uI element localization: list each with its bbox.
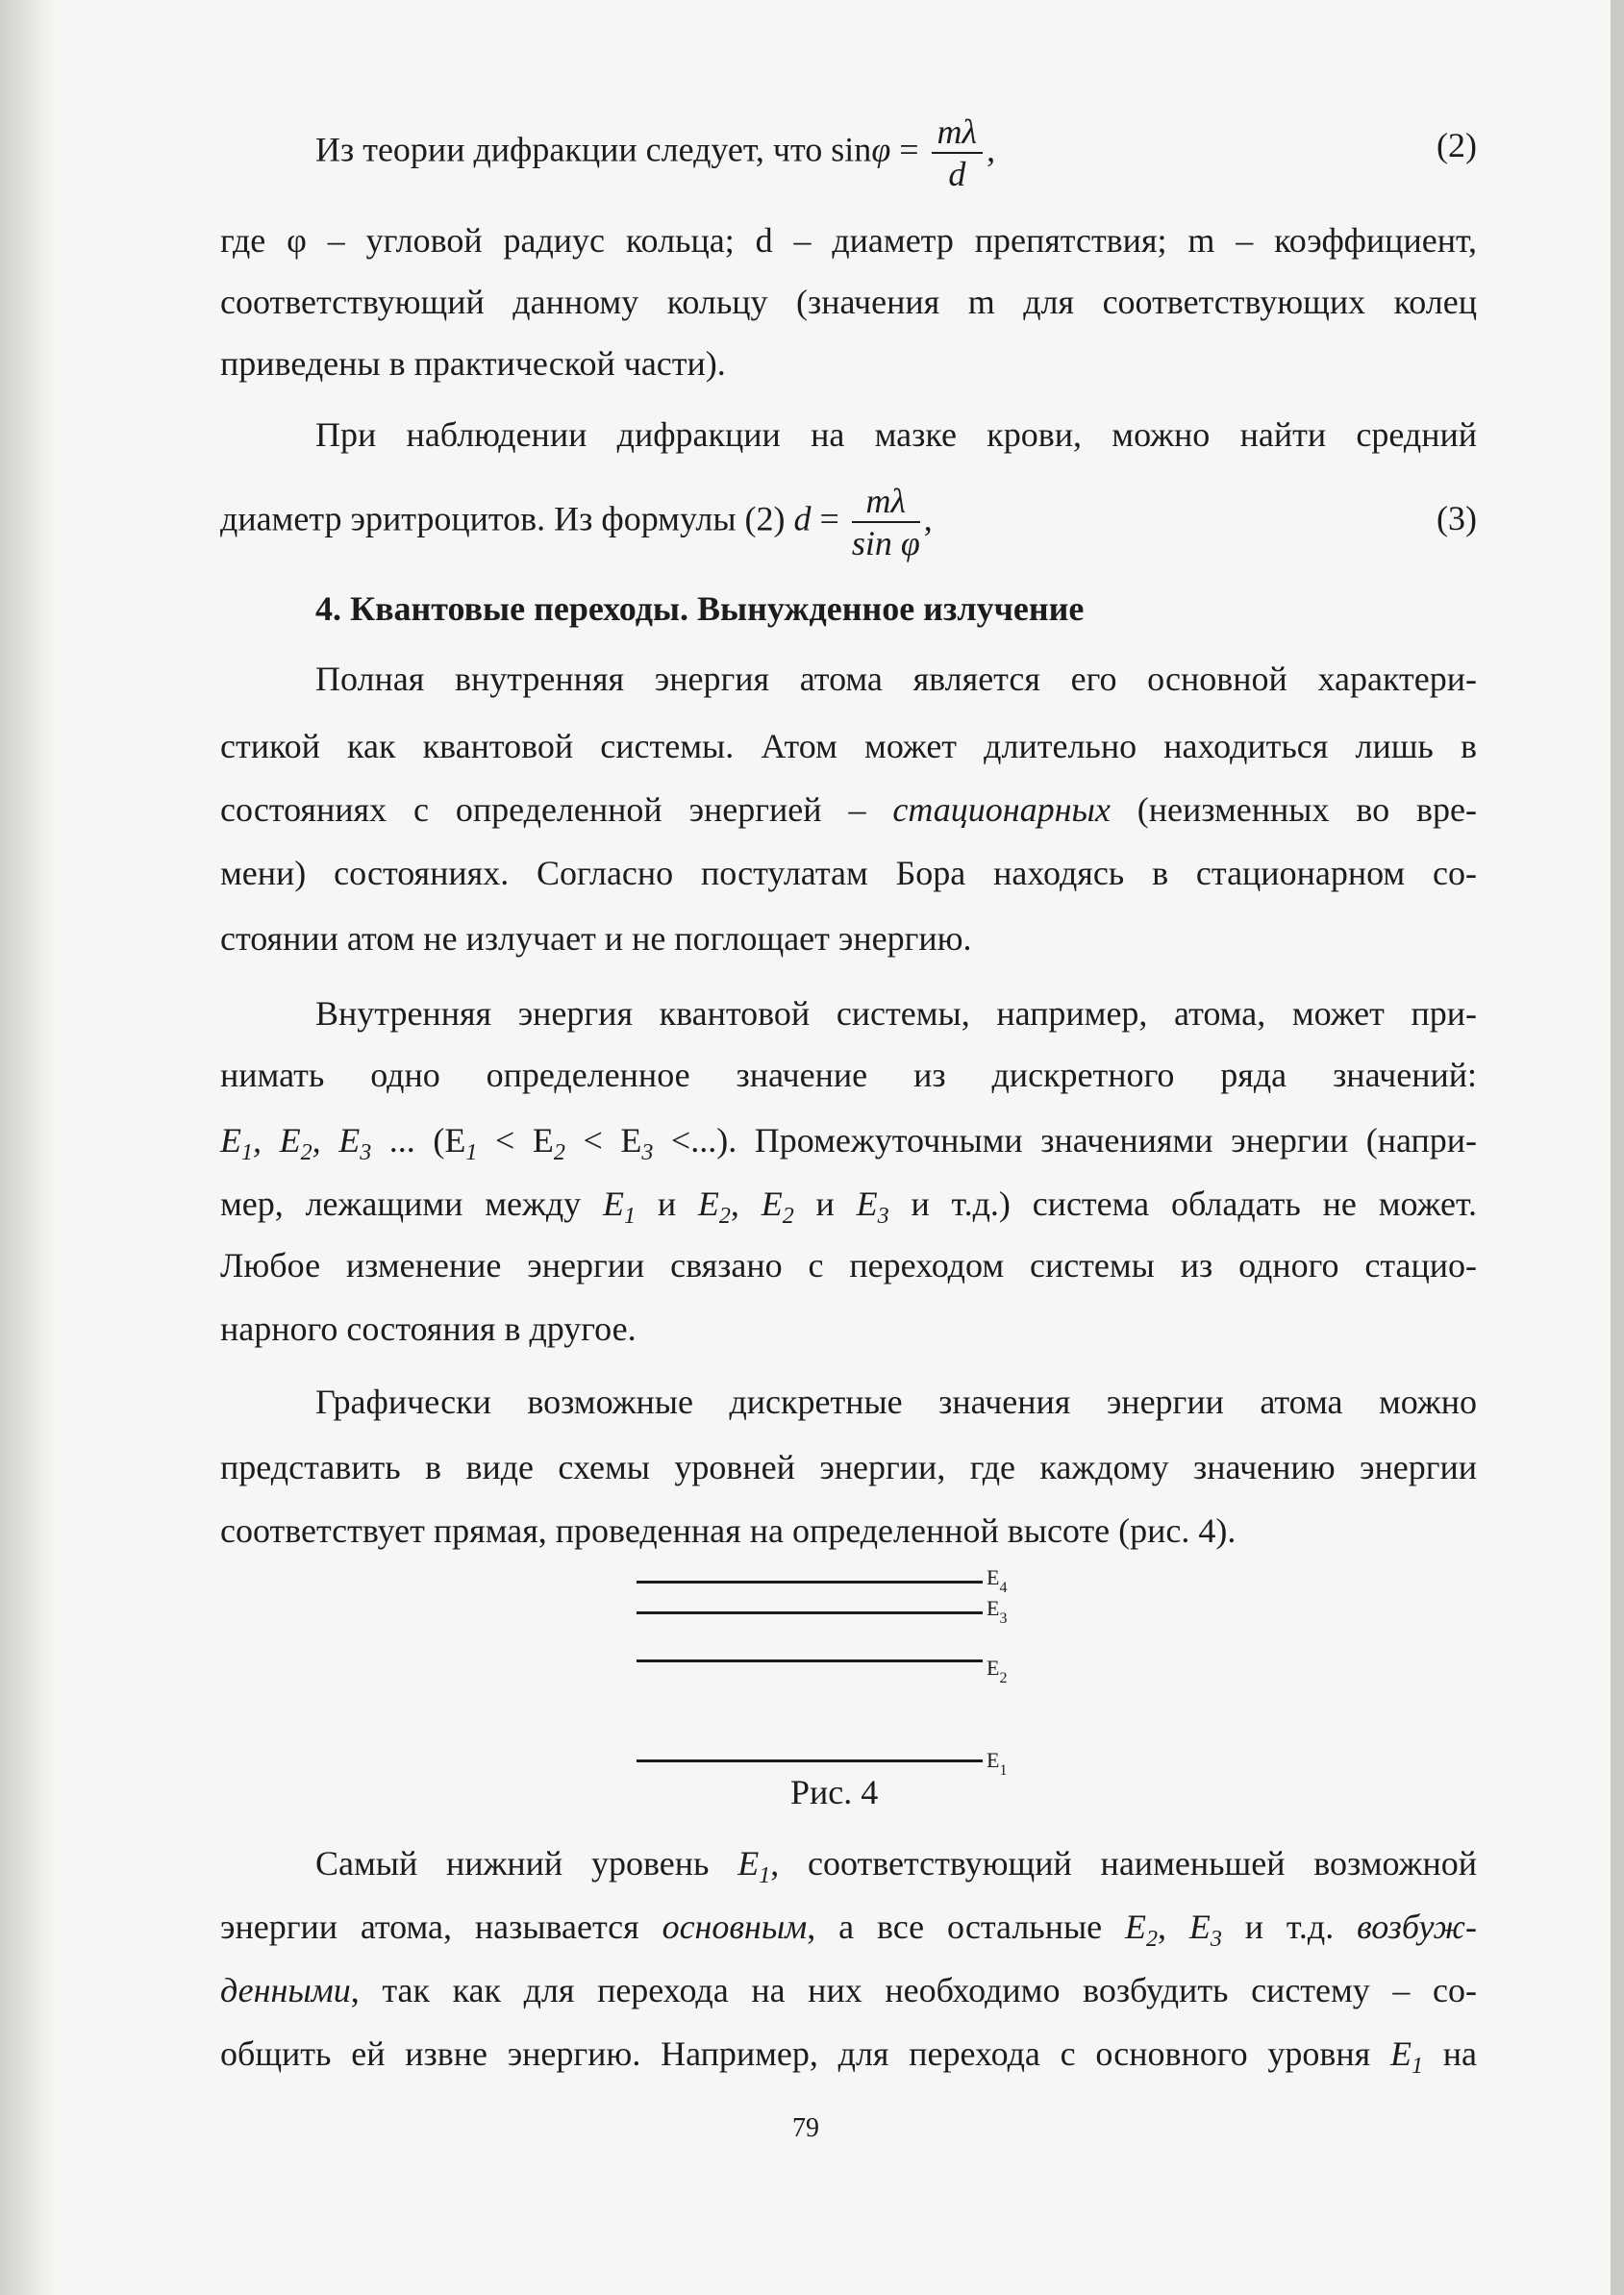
page-number: 79 bbox=[792, 2113, 819, 2143]
text: E bbox=[1390, 2034, 1412, 2073]
fraction bbox=[852, 481, 920, 563]
p5-line3: соответствует прямая, проведенная на определенной высоте (рис. 4). bbox=[220, 1511, 1237, 1550]
text: Из теории дифракции следует, что sin bbox=[315, 130, 872, 169]
text: и т.д. bbox=[1221, 1908, 1358, 1946]
p4-line6: нарного состояния в другое. bbox=[220, 1310, 637, 1348]
text: E bbox=[761, 1185, 783, 1223]
text: и bbox=[793, 1185, 857, 1223]
level-index: 1 bbox=[999, 1762, 1008, 1779]
emphasis: основным bbox=[662, 1908, 808, 1946]
level-letter: E bbox=[987, 1748, 1000, 1772]
p6-line3 bbox=[220, 1967, 1477, 2013]
p4-line4 bbox=[220, 1181, 1477, 1239]
equals: = bbox=[890, 130, 928, 169]
text: , bbox=[1158, 1908, 1189, 1946]
text: E bbox=[220, 1121, 241, 1160]
text: , bbox=[923, 499, 933, 538]
subscript: 3 bbox=[641, 1140, 654, 1165]
p4-line2: нимать одно определенное значение из дискретного ряда значений: bbox=[220, 1056, 1477, 1094]
formula-2-line bbox=[315, 112, 1572, 194]
energy-level-label bbox=[987, 1656, 1007, 1687]
text: E bbox=[1188, 1908, 1211, 1946]
energy-level-line bbox=[637, 1611, 983, 1614]
level-letter: E bbox=[987, 1565, 1000, 1589]
p4-line3 bbox=[220, 1117, 1477, 1176]
subscript: 1 bbox=[624, 1204, 636, 1229]
text: E bbox=[856, 1185, 878, 1223]
subscript: 3 bbox=[360, 1140, 372, 1165]
p6-line1 bbox=[315, 1840, 1477, 1899]
level-index: 4 bbox=[999, 1580, 1008, 1596]
p4-line1: Внутренняя энергия квантовой системы, например, атома, может при- bbox=[315, 994, 1477, 1033]
energy-level-label bbox=[987, 1748, 1007, 1780]
subscript: 2 bbox=[782, 1204, 794, 1229]
text: <...). Промежуточными значениями энергии (напри- bbox=[653, 1121, 1477, 1160]
p3-line3 bbox=[220, 786, 1477, 833]
level-index: 3 bbox=[999, 1610, 1008, 1627]
p6-line2 bbox=[220, 1904, 1477, 1962]
text: энергии атома, называется bbox=[220, 1908, 662, 1946]
energy-level-label bbox=[987, 1565, 1007, 1597]
text: E bbox=[603, 1185, 624, 1223]
text: на bbox=[1423, 2034, 1478, 2073]
text: E bbox=[1125, 1908, 1147, 1946]
equation-number-2: (2) bbox=[1437, 126, 1477, 164]
p3-line5: стоянии атом не излучает и не поглощает энергию. bbox=[220, 919, 972, 958]
p1-line4: приведены в практической части). bbox=[220, 344, 726, 383]
fraction-denominator: d bbox=[948, 155, 966, 193]
subscript: 2 bbox=[718, 1204, 731, 1229]
text: общить ей извне энергию. Например, для перехода с основного уровня bbox=[220, 2034, 1390, 2073]
text: , соответствующий наименьшей возможной bbox=[770, 1844, 1477, 1883]
p6-line4 bbox=[220, 2031, 1477, 2089]
p3-line1: Полная внутренняя энергия атома является его основной характери- bbox=[315, 660, 1477, 698]
equals: = bbox=[811, 499, 848, 538]
text: E bbox=[697, 1185, 719, 1223]
d-symbol: d bbox=[793, 499, 812, 538]
emphasis: стационарных bbox=[892, 790, 1111, 829]
text: и т.д.) система обладать не может. bbox=[888, 1185, 1478, 1223]
text: , bbox=[987, 130, 996, 169]
page-edge bbox=[1611, 0, 1624, 2295]
level-letter: E bbox=[987, 1656, 1000, 1680]
text: , так как для перехода на них необходимо возбудить систему – со- bbox=[350, 1971, 1477, 2009]
energy-level-line bbox=[637, 1659, 983, 1662]
subscript: 1 bbox=[465, 1140, 478, 1165]
p3-line4: мени) состояниях. Согласно постулатам Бора находясь в стационарном со- bbox=[220, 854, 1477, 892]
fraction-denominator: sin φ bbox=[851, 524, 920, 562]
text: E bbox=[737, 1844, 760, 1883]
section-title: 4. Квантовые переходы. Вынужденное излучение bbox=[315, 589, 1085, 628]
subscript: 2 bbox=[1146, 1927, 1159, 1952]
text: и bbox=[636, 1185, 698, 1223]
subscript: 3 bbox=[1210, 1927, 1222, 1952]
binding-shadow bbox=[0, 0, 58, 2295]
text: < E bbox=[564, 1121, 642, 1160]
level-index: 2 bbox=[999, 1670, 1008, 1686]
phi-symbol: φ bbox=[871, 130, 891, 169]
subscript: 1 bbox=[241, 1140, 253, 1165]
text: состояниях с определенной энергией – bbox=[220, 790, 893, 829]
p2-line1: При наблюдении дифракции на мазке крови, можно найти средний bbox=[315, 415, 1477, 454]
emphasis: возбуж- bbox=[1357, 1908, 1478, 1946]
text: , а все остальные bbox=[807, 1908, 1126, 1946]
p1-line2: где φ – угловой радиус кольца; d – диаметр препятствия; m – коэффициент, bbox=[220, 221, 1477, 260]
text: диаметр эритроцитов. Из формулы (2) bbox=[220, 499, 794, 538]
energy-level-line bbox=[637, 1759, 983, 1762]
text: ... (E bbox=[371, 1121, 466, 1160]
fraction-numerator: mλ bbox=[852, 481, 920, 523]
text: , E bbox=[312, 1121, 361, 1160]
fraction bbox=[932, 112, 984, 194]
energy-level-label bbox=[987, 1596, 1007, 1628]
figure-caption: Рис. 4 bbox=[790, 1773, 879, 1811]
subscript: 2 bbox=[553, 1140, 565, 1165]
text: , E bbox=[253, 1121, 301, 1160]
subscript: 3 bbox=[877, 1204, 889, 1229]
text: < E bbox=[477, 1121, 554, 1160]
p5-line2: представить в виде схемы уровней энергии, где каждому значению энергии bbox=[220, 1448, 1477, 1486]
text: мер, лежащими между bbox=[220, 1185, 603, 1223]
subscript: 2 bbox=[300, 1140, 312, 1165]
fraction-numerator: mλ bbox=[932, 112, 984, 154]
emphasis: денными bbox=[220, 1971, 351, 2009]
subscript: 1 bbox=[759, 1863, 771, 1888]
formula-3-line bbox=[220, 481, 1477, 563]
text: (неизменных во вре- bbox=[1110, 790, 1478, 829]
level-letter: E bbox=[987, 1596, 1000, 1620]
p1-line3: соответствующий данному кольцу (значения m для соответствующих колец bbox=[220, 283, 1477, 321]
equation-number-3: (3) bbox=[1437, 499, 1477, 537]
energy-level-line bbox=[637, 1581, 983, 1584]
subscript: 1 bbox=[1412, 2054, 1423, 2079]
p4-line5: Любое изменение энергии связано с переходом системы из одного стацио- bbox=[220, 1246, 1477, 1285]
p3-line2: стикой как квантовой системы. Атом может длительно находиться лишь в bbox=[220, 727, 1477, 765]
p5-line1: Графически возможные дискретные значения энергии атома можно bbox=[315, 1383, 1477, 1421]
text: , bbox=[730, 1185, 762, 1223]
text: Самый нижний уровень bbox=[315, 1844, 738, 1883]
